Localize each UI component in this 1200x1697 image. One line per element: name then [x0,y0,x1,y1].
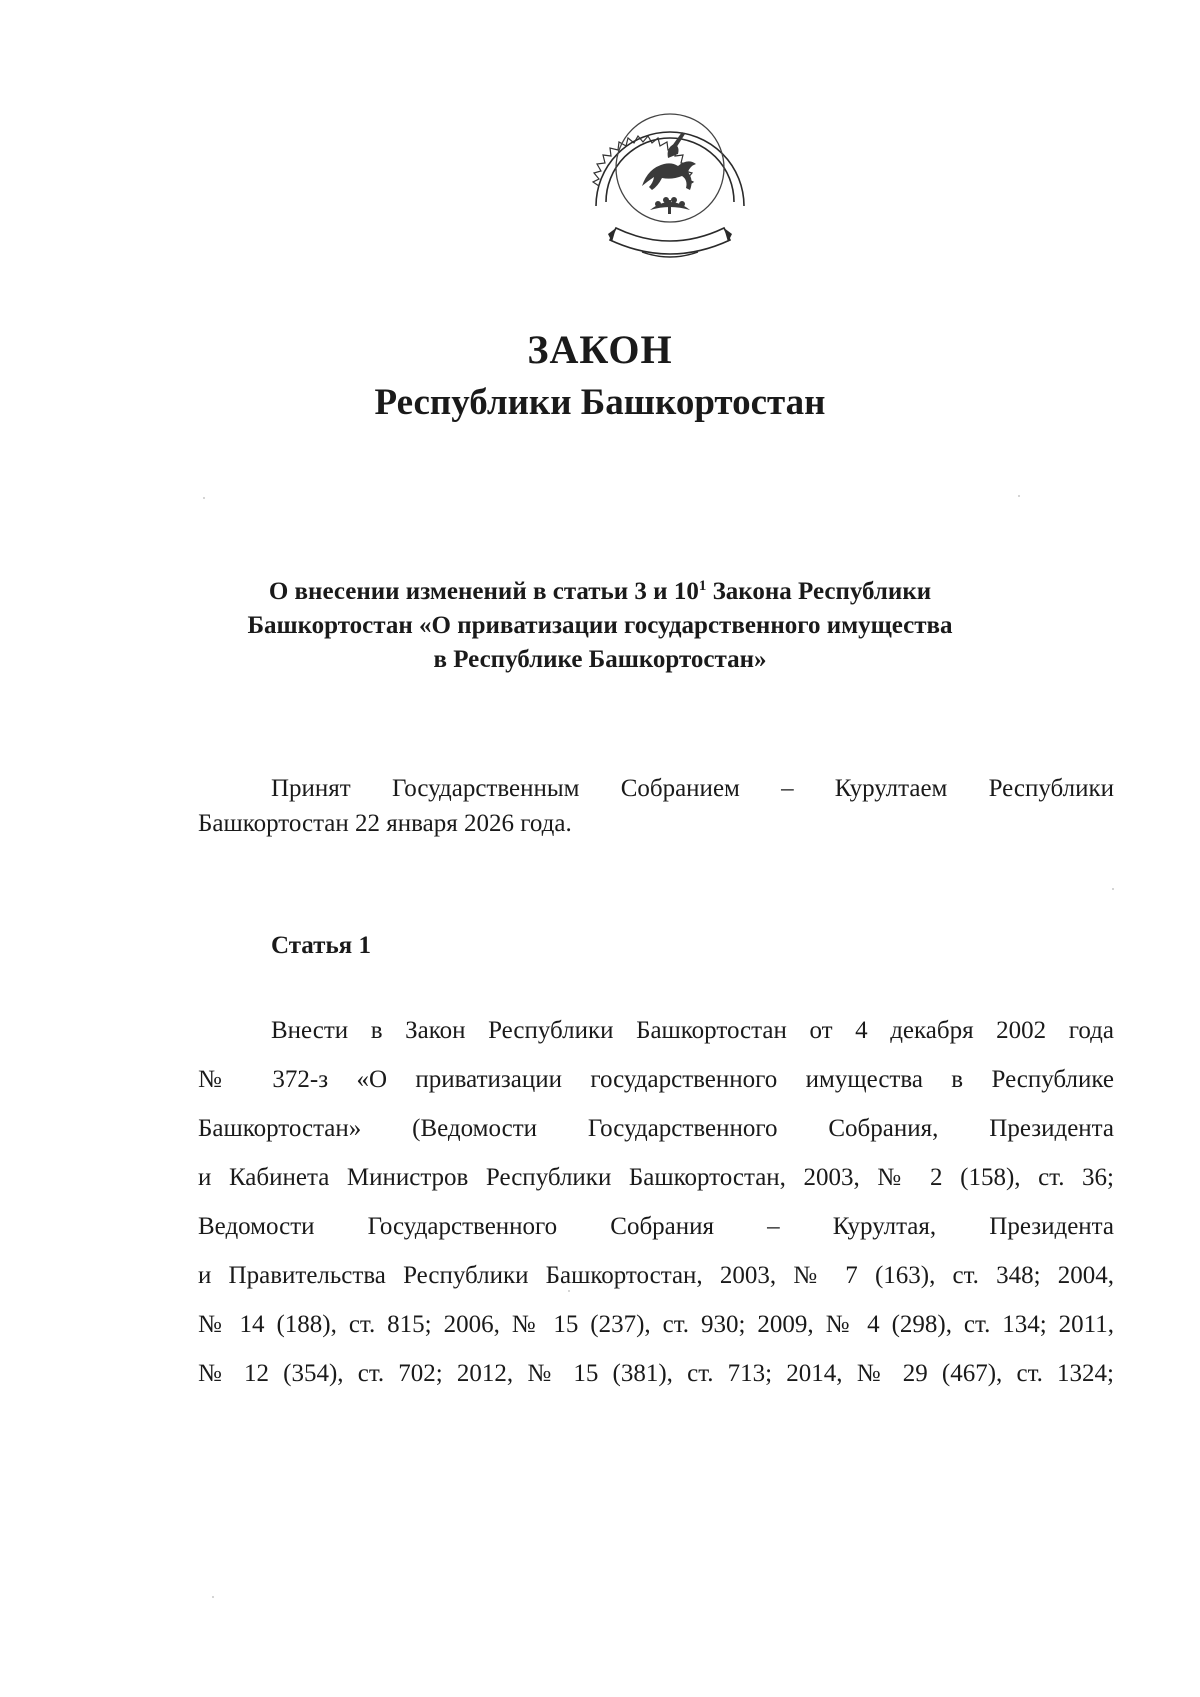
scan-speck [568,1290,570,1292]
paragraph-line: Башкортостан» (Ведомости Государственного Собрания, Президента [198,1115,1114,1142]
scan-speck [1018,495,1020,497]
scan-speck [212,1596,214,1598]
law-subject [150,575,1050,677]
subject-line-3: в Республике Башкортостан» [433,646,767,673]
paragraph-line: № 372-з «О приватизации государственного имущества в Республике [198,1066,1114,1093]
scan-speck [1112,888,1114,890]
paragraph-line: Внести в Закон Республики Башкортостан от 4 декабря 2002 года [271,1017,1114,1044]
adoption-line-1: Принят Государственным Собранием – Курултаем Республики [271,775,1114,802]
scan-speck [203,497,205,499]
article-superscript: 1 [698,578,707,594]
subject-line-2: Башкортостан «О приватизации государственного имущества [247,612,953,639]
paragraph-line: и Правительства Республики Башкортостан, 2003, № 7 (163), ст. 348; 2004, [198,1262,1114,1289]
subject-line-1: О внесении изменений в статьи 3 и $10^1$ Закона Республики [268,578,932,605]
bashkortostan-coat-of-arms-icon [572,88,768,266]
article-paragraph [198,1006,1114,1398]
paragraph-line: № 12 (354), ст. 702; 2012, № 15 (381), ст. 713; 2014, № 29 (467), ст. 1324; [198,1360,1114,1387]
adoption-statement [198,771,1114,841]
paragraph-line: № 14 (188), ст. 815; 2006, № 15 (237), ст. 930; 2009, № 4 (298), ст. 134; 2011, [198,1311,1114,1338]
paragraph-line: и Кабинета Министров Республики Башкортостан, 2003, № 2 (158), ст. 36; [198,1164,1114,1191]
paragraph-line: Ведомости Государственного Собрания – Курултая, Президента [198,1213,1114,1240]
adoption-line-2: Башкортостан 22 января 2026 года. [198,810,572,837]
article-heading: Статья 1 [271,932,371,959]
document-title: ЗАКОН [527,327,673,372]
document-subtitle: Республики Башкортостан [374,382,826,423]
